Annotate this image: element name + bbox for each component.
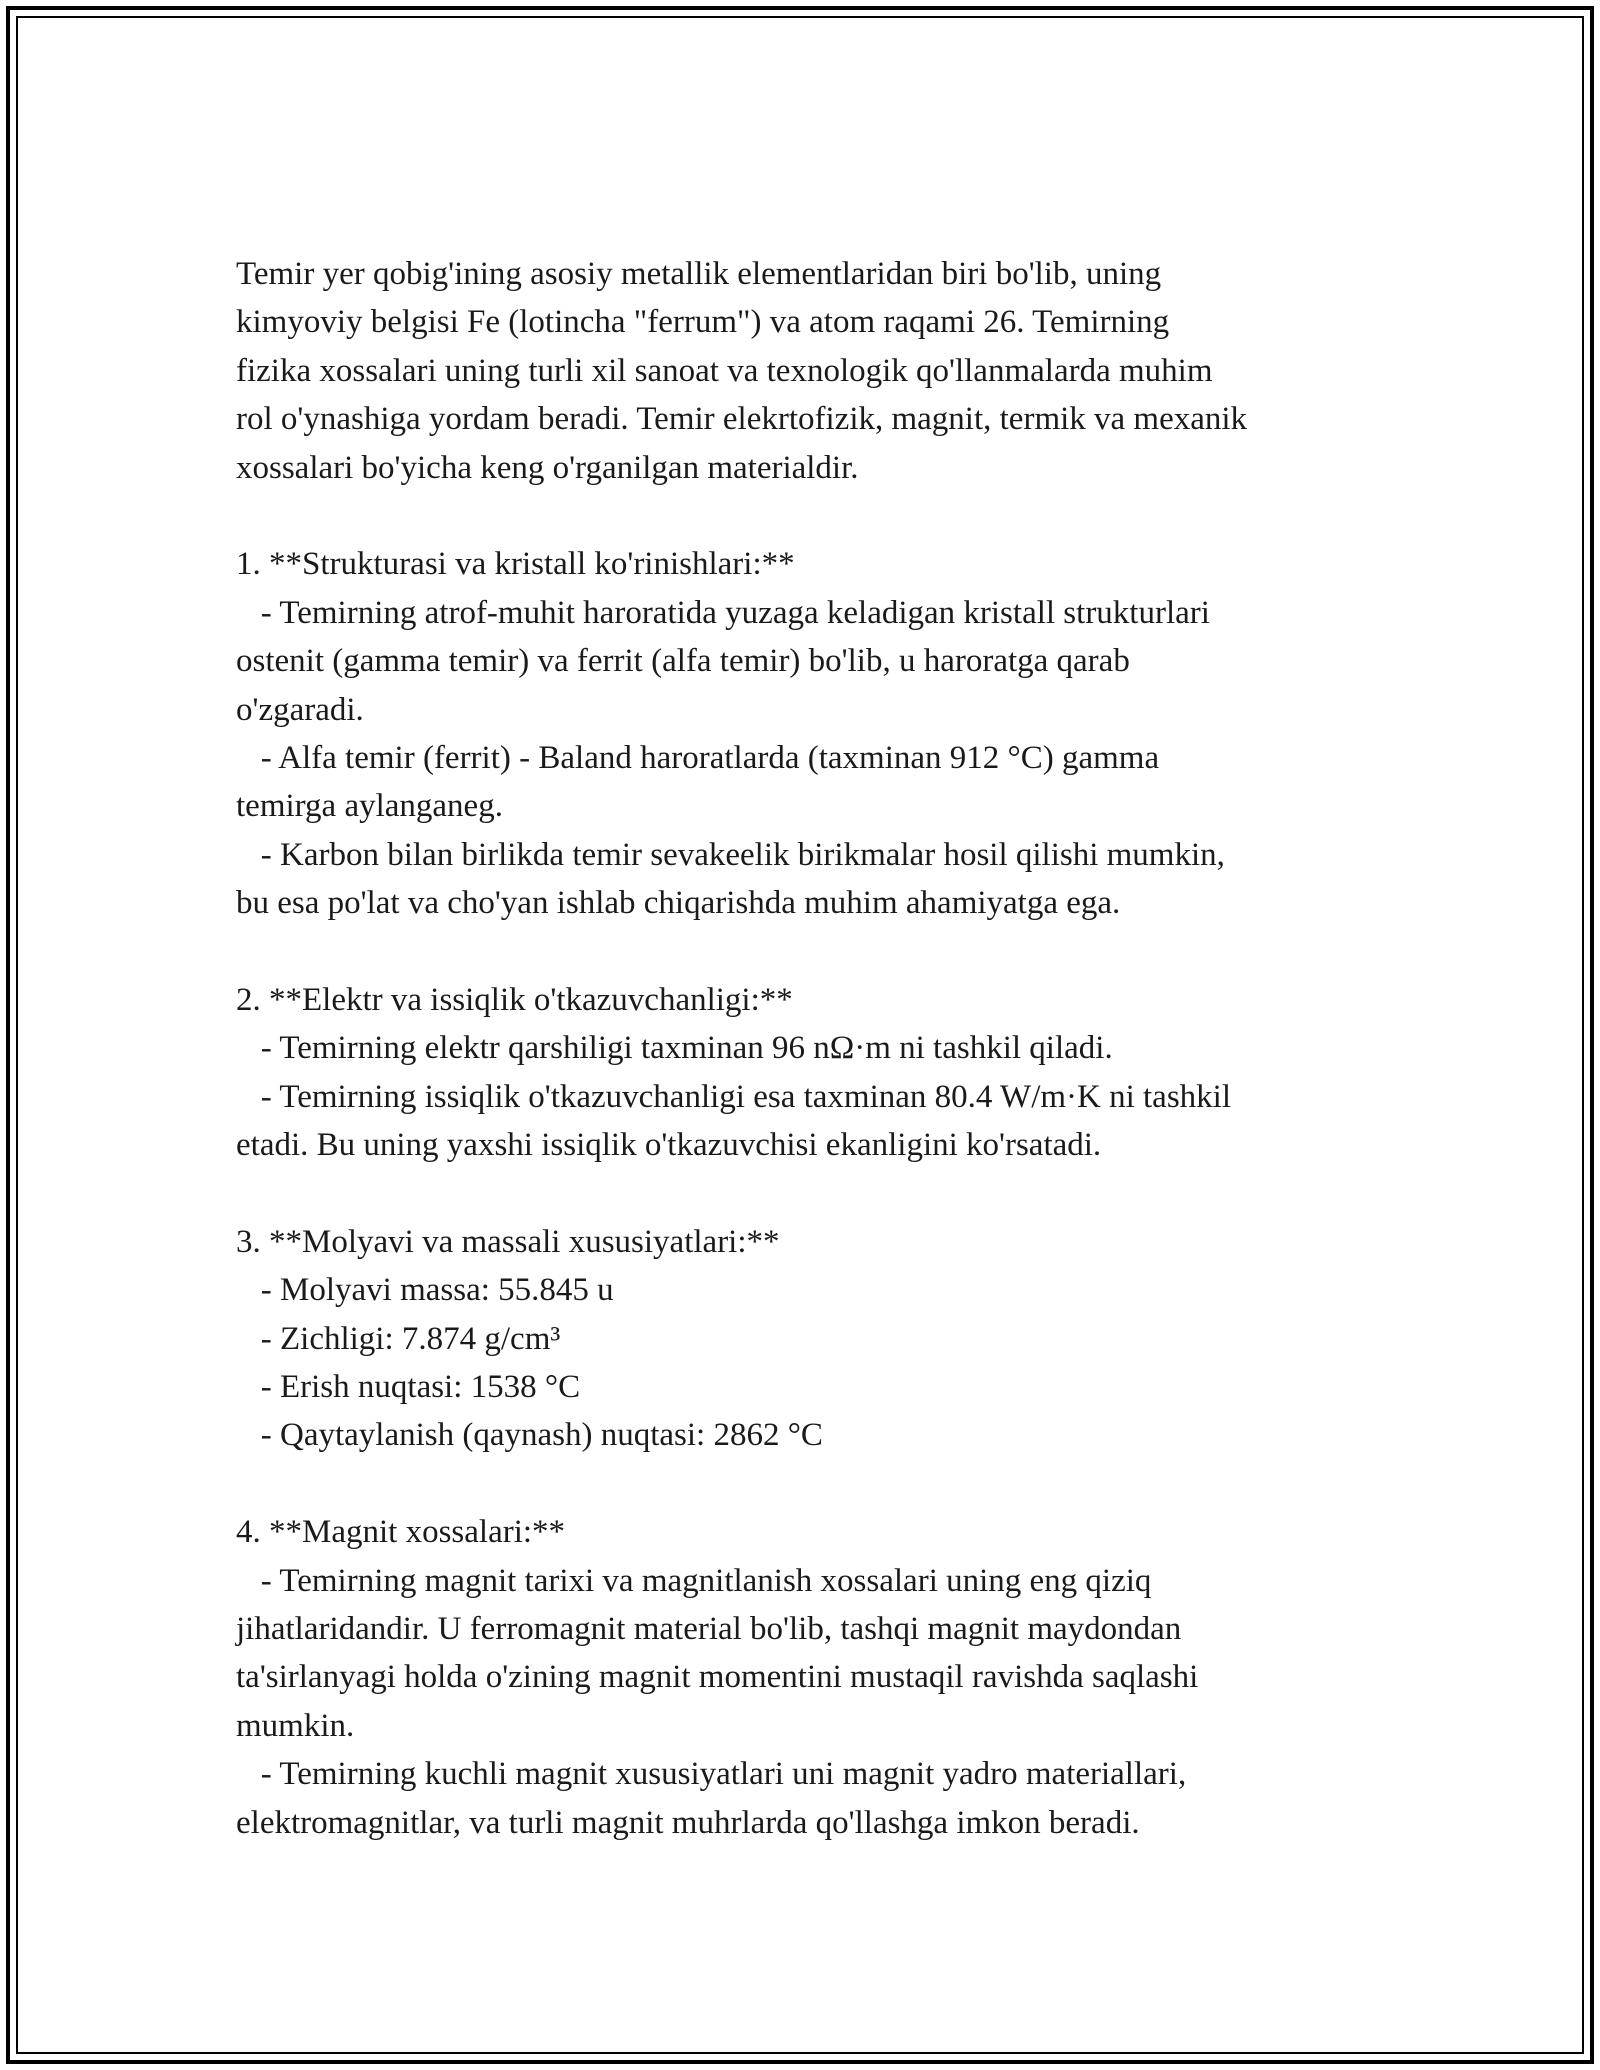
text-line: - Molyavi massa: 55.845 u [236,1272,614,1309]
paragraph-gap [236,927,1386,975]
text-line: - Temirning atrof-muhit haroratida yuzaga keladigan kristall strukturlari [236,594,1210,631]
text-line: - Zichligi: 7.874 g/cm³ [236,1320,561,1357]
text-line: - Temirning kuchli magnit xususiyatlari uni magnit yadro materiallari, [236,1756,1187,1793]
text-line: fizika xossalari uning turli xil sanoat va texnologik qo'llanmalarda muhim [236,352,1213,389]
text-line: - Erish nuqtasi: 1538 °C [236,1368,581,1405]
text-line: - Temirning issiqlik o'tkazuvchanligi esa taxminan 80.4 W/m·K ni tashkil [236,1078,1232,1115]
section-mass-properties [236,1218,1386,1460]
text-line: mumkin. [236,1707,355,1744]
section-structure [236,540,1386,927]
document-body [236,250,1386,1847]
text-line: temirga aylanganeg. [236,788,503,825]
text-line: etadi. Bu uning yaxshi issiqlik o'tkazuvchisi ekanligini ko'rsatadi. [236,1127,1102,1164]
paragraph-gap [236,492,1386,540]
section-magnetic [236,1508,1386,1847]
text-line: jihatlaridandir. U ferromagnit material bo'lib, tashqi magnit maydondan [236,1610,1182,1647]
text-line: Temir yer qobig'ining asosiy metallik elementlaridan biri bo'lib, uning [236,256,1162,292]
text-line: - Karbon bilan birlikda temir sevakeelik birikmalar hosil qilishi mumkin, [236,836,1225,873]
section-conductivity [236,976,1386,1170]
section-heading: 1. **Strukturasi va kristall ko'rinishlari:** [236,546,795,583]
text-line: o'zgaradi. [236,691,364,728]
section-heading: 4. **Magnit xossalari:** [236,1514,566,1551]
section-heading: 2. **Elektr va issiqlik o'tkazuvchanligi:** [236,981,793,1018]
section-heading: 3. **Molyavi va massali xususiyatlari:** [236,1223,780,1260]
text-line: bu esa po'lat va cho'yan ishlab chiqarishda muhim ahamiyatga ega. [236,885,1121,922]
text-line: - Temirning magnit tarixi va magnitlanish xossalari uning eng qiziq [236,1562,1152,1599]
paragraph-gap [236,1169,1386,1217]
text-line: rol o'ynashiga yordam beradi. Temir elekrtofizik, magnit, termik va mexanik [236,401,1248,438]
text-line: ostenit (gamma temir) va ferrit (alfa temir) bo'lib, u haroratga qarab [236,643,1130,680]
intro-paragraph [236,250,1386,492]
text-line: - Temirning elektr qarshiligi taxminan 96 nΩ·m ni tashkil qiladi. [236,1030,1113,1067]
text-line: kimyoviy belgisi Fe (lotincha "ferrum") va atom raqami 26. Temirning [236,304,1170,341]
text-line: - Alfa temir (ferrit) - Baland haroratlarda (taxminan 912 °C) gamma [236,739,1160,776]
text-line: ta'sirlanyagi holda o'zining magnit momentini mustaqil ravishda saqlashi [236,1659,1199,1696]
text-line: - Qaytaylanish (qaynash) nuqtasi: 2862 °C [236,1417,823,1454]
text-line: elektromagnitlar, va turli magnit muhrlarda qo'llashga imkon beradi. [236,1804,1140,1841]
paragraph-gap [236,1460,1386,1508]
text-line: xossalari bo'yicha keng o'rganilgan materialdir. [236,449,859,486]
